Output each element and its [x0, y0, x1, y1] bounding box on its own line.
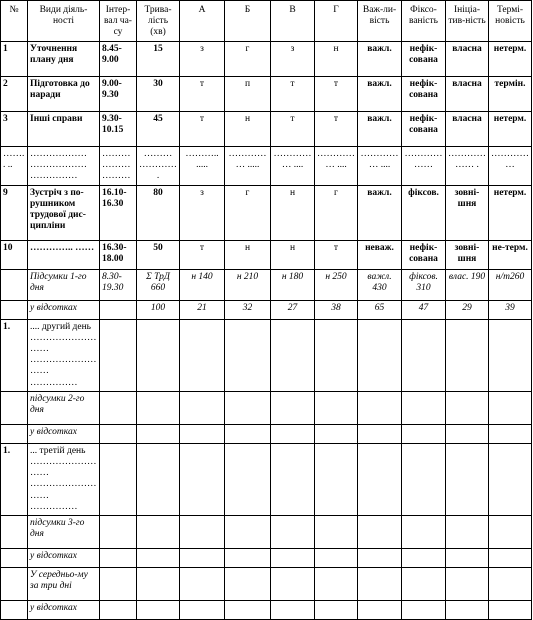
percent-row	[1, 601, 532, 620]
percent-importance: 65	[358, 300, 402, 319]
cell-v: т	[271, 77, 315, 112]
day-dots: ……………………… ……………………… ……………	[30, 332, 97, 388]
percent-duration: 100	[137, 300, 180, 319]
average-row	[1, 568, 532, 601]
cell-b: п	[225, 77, 271, 112]
initiative: зовні-шня	[446, 240, 489, 269]
percent-v: 27	[271, 300, 315, 319]
header-cell: Термі-новість	[489, 1, 532, 42]
row-number: 1	[1, 42, 28, 77]
cell-v: н	[271, 185, 315, 240]
initiative: власна	[446, 77, 489, 112]
summary-label: підсумки 2-го дня	[28, 391, 100, 424]
summary-v: н 180	[271, 269, 315, 300]
percent-label: у відсотках	[28, 424, 100, 443]
cell-v: т	[271, 112, 315, 147]
initiative: власна	[446, 112, 489, 147]
percent-initiative: 29	[446, 300, 489, 319]
percent-g: 38	[315, 300, 358, 319]
header-cell: Б	[225, 1, 271, 42]
percent-row	[1, 300, 532, 319]
summary-row	[1, 516, 532, 549]
average-label: У середньо-му за три дні	[28, 568, 100, 601]
summary-label: Підсумки 1-го дня	[28, 269, 100, 300]
table-row	[1, 77, 532, 112]
cell-b: н	[225, 112, 271, 147]
importance: важл.	[358, 77, 402, 112]
day3-row	[1, 443, 532, 515]
cell-a: т	[180, 77, 225, 112]
day-dots: ……………………… ……………………… ……………	[30, 457, 97, 512]
cell-v: н	[271, 240, 315, 269]
importance: важл.	[358, 42, 402, 77]
cell-a: т	[180, 112, 225, 147]
cell-b: н	[225, 240, 271, 269]
header-cell: А	[180, 1, 225, 42]
summary-importance: важл. 430	[358, 269, 402, 300]
day2-row	[1, 319, 532, 391]
cell-g: т	[315, 112, 358, 147]
header-cell: №	[1, 1, 28, 42]
header-cell: Важ-ли-вість	[358, 1, 402, 42]
initiative: ……………… .	[446, 147, 489, 186]
initiative: зовні-шня	[446, 185, 489, 240]
table-row	[1, 147, 532, 186]
activity-name: Зустріч з по-рушником трудової дис-ципліни	[28, 185, 100, 240]
fixedness: нефік-сована	[402, 240, 446, 269]
day-label-cell	[28, 443, 100, 515]
cell-a: т	[180, 240, 225, 269]
percent-urgency: 39	[489, 300, 532, 319]
fixedness: ………………	[402, 147, 446, 186]
row-number: 9	[1, 185, 28, 240]
cell-b: г	[225, 42, 271, 77]
importance: неваж.	[358, 240, 402, 269]
row-number	[1, 300, 28, 319]
table-row	[1, 185, 532, 240]
time-interval: 9.00-9.30	[100, 77, 137, 112]
row-number: 1.	[1, 319, 28, 391]
row-number: …….. ..	[1, 147, 28, 186]
cell-b: …………… .....	[225, 147, 271, 186]
duration: 80	[137, 185, 180, 240]
header-cell: Фіксо-ваність	[402, 1, 446, 42]
urgency: не-терм.	[489, 240, 532, 269]
summary-fixedness: фіксов. 310	[402, 269, 446, 300]
table-row	[1, 112, 532, 147]
day-label: ... третій день	[30, 445, 86, 456]
header-cell: В	[271, 1, 315, 42]
percent-label: у відсотках	[28, 549, 100, 568]
table-row	[1, 42, 532, 77]
cell-g: …………… ....	[315, 147, 358, 186]
urgency: нетерм.	[489, 185, 532, 240]
importance: важл.	[358, 112, 402, 147]
cell-a: з	[180, 42, 225, 77]
percent-row	[1, 549, 532, 568]
header-cell: Трива-лість (хв)	[137, 1, 180, 42]
summary-initiative: влас. 190	[446, 269, 489, 300]
urgency: нетерм.	[489, 42, 532, 77]
activity-name: Підготовка до наради	[28, 77, 100, 112]
header-cell: Ініціа-тив-ність	[446, 1, 489, 42]
time-interval: ……… ……… ………	[100, 147, 137, 186]
summary-row	[1, 269, 532, 300]
cell-b: г	[225, 185, 271, 240]
fixedness: нефік-сована	[402, 112, 446, 147]
cell-g: т	[315, 240, 358, 269]
summary-label: підсумки 3-го дня	[28, 516, 100, 549]
summary-row	[1, 391, 532, 424]
header-row	[1, 1, 532, 42]
row-number: 10	[1, 240, 28, 269]
day-label-cell	[28, 319, 100, 391]
summary-b: н 210	[225, 269, 271, 300]
activity-name: ……………… ……………… ……………	[28, 147, 100, 186]
importance: важл.	[358, 185, 402, 240]
percent-a: 21	[180, 300, 225, 319]
percent-row	[1, 424, 532, 443]
cell-g: г	[315, 185, 358, 240]
duration: 50	[137, 240, 180, 269]
cell-v: з	[271, 42, 315, 77]
percent-b: 32	[225, 300, 271, 319]
header-cell: Інтер-вал ча-су	[100, 1, 137, 42]
cell-a: ……….. .....	[180, 147, 225, 186]
summary-duration: Σ ТрД 660	[137, 269, 180, 300]
initiative: власна	[446, 42, 489, 77]
header-cell: Види діяль-ності	[28, 1, 100, 42]
day-label: .... другий день	[30, 321, 91, 332]
duration: ……… ………….	[137, 147, 180, 186]
urgency: термін.	[489, 77, 532, 112]
duration: 15	[137, 42, 180, 77]
time-interval: 16.30-18.00	[100, 240, 137, 269]
row-number	[1, 269, 28, 300]
time-interval: 16.10-16.30	[100, 185, 137, 240]
percent-interval	[100, 300, 137, 319]
fixedness: нефік-сована	[402, 77, 446, 112]
time-interval: 9.30-10.15	[100, 112, 137, 147]
row-number: 2	[1, 77, 28, 112]
importance: …………… ....	[358, 147, 402, 186]
percent-label: у відсотках	[28, 601, 100, 620]
urgency: ……………	[489, 147, 532, 186]
percent-label: у відсотках	[28, 300, 100, 319]
cell-g: т	[315, 77, 358, 112]
summary-interval: 8.30-19.30	[100, 269, 137, 300]
cell-a: з	[180, 185, 225, 240]
fixedness: фіксов.	[402, 185, 446, 240]
summary-g: н 250	[315, 269, 358, 300]
table-row	[1, 240, 532, 269]
activity-name: Уточнення плану дня	[28, 42, 100, 77]
percent-fixedness: 47	[402, 300, 446, 319]
fixedness: нефік-сована	[402, 42, 446, 77]
activity-name: Інші справи	[28, 112, 100, 147]
duration: 30	[137, 77, 180, 112]
urgency: нетерм.	[489, 112, 532, 147]
activity-name: ………….. ……	[28, 240, 100, 269]
cell-v: …………… ....	[271, 147, 315, 186]
duration: 45	[137, 112, 180, 147]
row-number: 3	[1, 112, 28, 147]
time-interval: 8.45-9.00	[100, 42, 137, 77]
summary-urgency: н/т260	[489, 269, 532, 300]
header-cell: Г	[315, 1, 358, 42]
cell-g: н	[315, 42, 358, 77]
summary-a: н 140	[180, 269, 225, 300]
row-number: 1.	[1, 443, 28, 515]
